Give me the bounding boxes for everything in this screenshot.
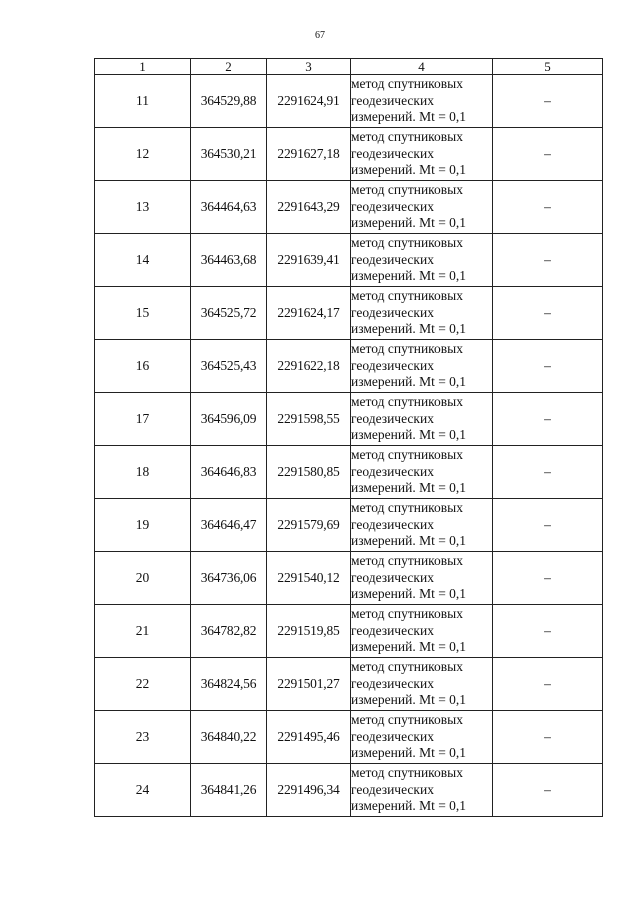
x-coordinate-cell: 364463,68 bbox=[191, 234, 267, 287]
note-cell: – bbox=[493, 234, 603, 287]
method-cell: метод спутниковых геодезических измерений. Mt = 0,1 bbox=[351, 499, 493, 552]
table-row bbox=[95, 234, 603, 287]
point-number-cell: 21 bbox=[95, 605, 191, 658]
x-coordinate-cell: 364824,56 bbox=[191, 658, 267, 711]
point-number-cell: 17 bbox=[95, 393, 191, 446]
note-cell: – bbox=[493, 658, 603, 711]
note-cell: – bbox=[493, 764, 603, 817]
coordinates-table bbox=[94, 58, 603, 817]
note-cell: – bbox=[493, 605, 603, 658]
x-coordinate-cell: 364525,43 bbox=[191, 340, 267, 393]
point-number-cell: 22 bbox=[95, 658, 191, 711]
y-coordinate-cell: 2291580,85 bbox=[267, 446, 351, 499]
table-row bbox=[95, 287, 603, 340]
y-coordinate-cell: 2291496,34 bbox=[267, 764, 351, 817]
y-coordinate-cell: 2291643,29 bbox=[267, 181, 351, 234]
point-number-cell: 15 bbox=[95, 287, 191, 340]
y-coordinate-cell: 2291540,12 bbox=[267, 552, 351, 605]
method-cell: метод спутниковых геодезических измерений. Mt = 0,1 bbox=[351, 658, 493, 711]
note-cell: – bbox=[493, 181, 603, 234]
method-cell: метод спутниковых геодезических измерений. Mt = 0,1 bbox=[351, 181, 493, 234]
point-number-cell: 23 bbox=[95, 711, 191, 764]
x-coordinate-cell: 364464,63 bbox=[191, 181, 267, 234]
point-number-cell: 19 bbox=[95, 499, 191, 552]
column-header: 4 bbox=[351, 59, 493, 75]
y-coordinate-cell: 2291501,27 bbox=[267, 658, 351, 711]
point-number-cell: 24 bbox=[95, 764, 191, 817]
note-cell: – bbox=[493, 499, 603, 552]
table-row bbox=[95, 181, 603, 234]
y-coordinate-cell: 2291622,18 bbox=[267, 340, 351, 393]
note-cell: – bbox=[493, 287, 603, 340]
table-body bbox=[95, 75, 603, 817]
note-cell: – bbox=[493, 75, 603, 128]
header-row bbox=[95, 59, 603, 75]
x-coordinate-cell: 364841,26 bbox=[191, 764, 267, 817]
table-row bbox=[95, 340, 603, 393]
y-coordinate-cell: 2291579,69 bbox=[267, 499, 351, 552]
x-coordinate-cell: 364646,47 bbox=[191, 499, 267, 552]
method-cell: метод спутниковых геодезических измерений. Mt = 0,1 bbox=[351, 446, 493, 499]
x-coordinate-cell: 364782,82 bbox=[191, 605, 267, 658]
page-number: 67 bbox=[315, 30, 325, 41]
y-coordinate-cell: 2291627,18 bbox=[267, 128, 351, 181]
point-number-cell: 18 bbox=[95, 446, 191, 499]
column-header: 3 bbox=[267, 59, 351, 75]
table-row bbox=[95, 446, 603, 499]
table-row bbox=[95, 393, 603, 446]
point-number-cell: 20 bbox=[95, 552, 191, 605]
table-row bbox=[95, 75, 603, 128]
method-cell: метод спутниковых геодезических измерений. Mt = 0,1 bbox=[351, 75, 493, 128]
note-cell: – bbox=[493, 128, 603, 181]
column-header: 5 bbox=[493, 59, 603, 75]
x-coordinate-cell: 364736,06 bbox=[191, 552, 267, 605]
table-row bbox=[95, 552, 603, 605]
method-cell: метод спутниковых геодезических измерений. Mt = 0,1 bbox=[351, 234, 493, 287]
column-header: 2 bbox=[191, 59, 267, 75]
y-coordinate-cell: 2291624,91 bbox=[267, 75, 351, 128]
method-cell: метод спутниковых геодезических измерений. Mt = 0,1 bbox=[351, 287, 493, 340]
x-coordinate-cell: 364530,21 bbox=[191, 128, 267, 181]
point-number-cell: 12 bbox=[95, 128, 191, 181]
x-coordinate-cell: 364529,88 bbox=[191, 75, 267, 128]
method-cell: метод спутниковых геодезических измерений. Mt = 0,1 bbox=[351, 340, 493, 393]
point-number-cell: 13 bbox=[95, 181, 191, 234]
note-cell: – bbox=[493, 552, 603, 605]
table-row bbox=[95, 128, 603, 181]
table-row bbox=[95, 499, 603, 552]
table-row bbox=[95, 764, 603, 817]
method-cell: метод спутниковых геодезических измерений. Mt = 0,1 bbox=[351, 552, 493, 605]
point-number-cell: 11 bbox=[95, 75, 191, 128]
note-cell: – bbox=[493, 446, 603, 499]
x-coordinate-cell: 364525,72 bbox=[191, 287, 267, 340]
y-coordinate-cell: 2291495,46 bbox=[267, 711, 351, 764]
table-row bbox=[95, 605, 603, 658]
x-coordinate-cell: 364840,22 bbox=[191, 711, 267, 764]
y-coordinate-cell: 2291639,41 bbox=[267, 234, 351, 287]
note-cell: – bbox=[493, 711, 603, 764]
note-cell: – bbox=[493, 340, 603, 393]
method-cell: метод спутниковых геодезических измерений. Mt = 0,1 bbox=[351, 393, 493, 446]
x-coordinate-cell: 364646,83 bbox=[191, 446, 267, 499]
column-header: 1 bbox=[95, 59, 191, 75]
method-cell: метод спутниковых геодезических измерений. Mt = 0,1 bbox=[351, 711, 493, 764]
method-cell: метод спутниковых геодезических измерений. Mt = 0,1 bbox=[351, 605, 493, 658]
method-cell: метод спутниковых геодезических измерений. Mt = 0,1 bbox=[351, 764, 493, 817]
note-cell: – bbox=[493, 393, 603, 446]
y-coordinate-cell: 2291598,55 bbox=[267, 393, 351, 446]
x-coordinate-cell: 364596,09 bbox=[191, 393, 267, 446]
table-row bbox=[95, 658, 603, 711]
point-number-cell: 16 bbox=[95, 340, 191, 393]
y-coordinate-cell: 2291624,17 bbox=[267, 287, 351, 340]
method-cell: метод спутниковых геодезических измерений. Mt = 0,1 bbox=[351, 128, 493, 181]
table-row bbox=[95, 711, 603, 764]
y-coordinate-cell: 2291519,85 bbox=[267, 605, 351, 658]
point-number-cell: 14 bbox=[95, 234, 191, 287]
